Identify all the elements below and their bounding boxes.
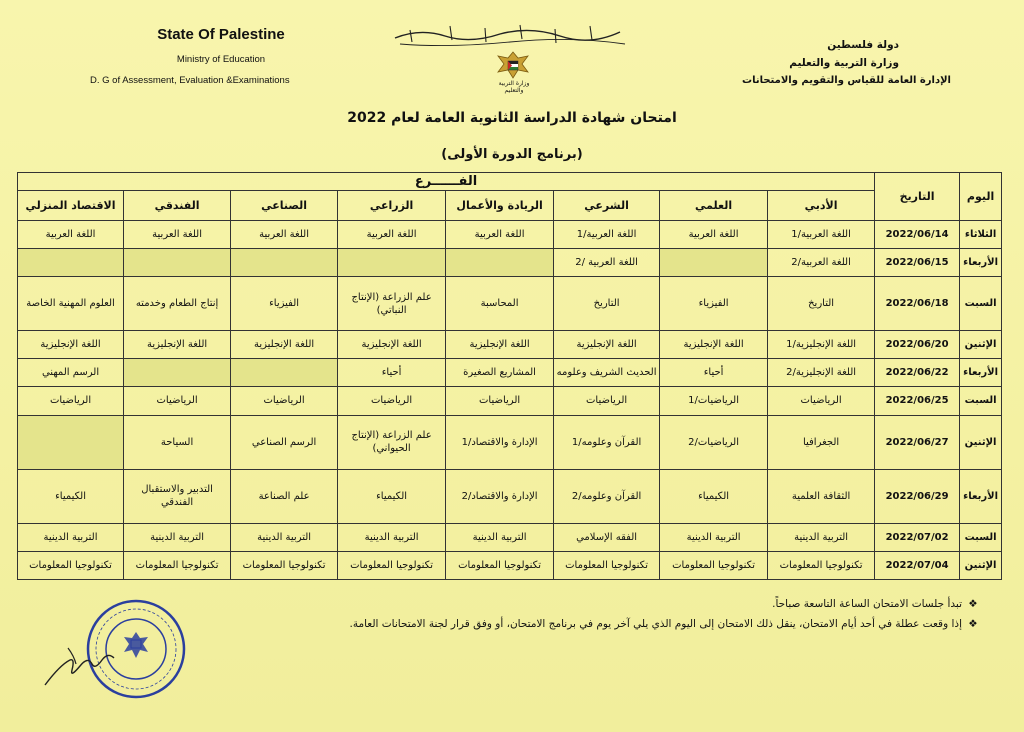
day-cell: الثلاثاء <box>960 221 1002 249</box>
subject-cell: اللغة العربية <box>338 221 446 249</box>
subject-cell <box>124 249 231 277</box>
subject-cell: الرياضيات/1 <box>660 387 768 415</box>
branch-header: الاقتصاد المنزلي <box>18 191 124 221</box>
subject-cell <box>446 249 554 277</box>
subject-cell: اللغة العربية/1 <box>554 221 660 249</box>
subject-cell <box>338 249 446 277</box>
subject-cell: الرياضيات <box>124 387 231 415</box>
subject-cell: اللغة الإنجليزية <box>124 331 231 359</box>
subject-cell: أحياء <box>660 359 768 387</box>
subject-cell: اللغة العربية <box>660 221 768 249</box>
subject-cell: اللغة الإنجليزية/1 <box>768 331 875 359</box>
note-item <box>224 614 984 634</box>
branch-header: الريادة والأعمال <box>446 191 554 221</box>
subject-cell <box>124 359 231 387</box>
subject-cell: الرياضيات <box>18 387 124 415</box>
date-cell: 2022/06/29 <box>875 469 960 523</box>
subject-cell: اللغة العربية <box>231 221 338 249</box>
emblem-label: وزارة التربية والتعليم <box>498 80 530 94</box>
subject-cell: المحاسبة <box>446 277 554 331</box>
branch-header: العلمي <box>660 191 768 221</box>
subject-cell: اللغة الإنجليزية <box>338 331 446 359</box>
day-cell: السبت <box>960 277 1002 331</box>
subject-cell: الرياضيات <box>554 387 660 415</box>
arabic-header <box>679 36 951 90</box>
subject-cell: السياحة <box>124 415 231 469</box>
subject-cell: اللغة العربية <box>446 221 554 249</box>
subject-cell: التربية الدينية <box>231 523 338 551</box>
date-cell: 2022/06/20 <box>875 331 960 359</box>
date-cell: 2022/06/25 <box>875 387 960 415</box>
subject-cell: اللغة الإنجليزية <box>660 331 768 359</box>
subject-cell: التدبير والاستقبال الفندقي <box>124 469 231 523</box>
subject-cell: الكيمياء <box>18 469 124 523</box>
subject-cell: الرياضيات/2 <box>660 415 768 469</box>
date-column-header: التاريخ <box>875 173 960 221</box>
table-row <box>18 387 1002 415</box>
subject-cell: اللغة العربية/2 <box>768 249 875 277</box>
subject-cell: الإدارة والاقتصاد/1 <box>446 415 554 469</box>
table-row <box>18 331 1002 359</box>
arabic-ministry: وزارة التربية والتعليم <box>789 57 899 69</box>
table-row <box>18 359 1002 387</box>
branch-header: الشرعي <box>554 191 660 221</box>
note-item <box>224 594 984 614</box>
subject-cell: إنتاج الطعام وخدمته <box>124 277 231 331</box>
subject-cell: تكنولوجيا المعلومات <box>18 551 124 579</box>
subject-cell: تكنولوجيا المعلومات <box>124 551 231 579</box>
day-cell: الأربعاء <box>960 359 1002 387</box>
subject-cell: اللغة الإنجليزية <box>18 331 124 359</box>
subject-cell: الإدارة والاقتصاد/2 <box>446 469 554 523</box>
day-cell: الأربعاء <box>960 469 1002 523</box>
table-row <box>18 523 1002 551</box>
day-cell: الأربعاء <box>960 249 1002 277</box>
table-row <box>18 249 1002 277</box>
subject-cell: تكنولوجيا المعلومات <box>660 551 768 579</box>
table-row <box>18 415 1002 469</box>
arabic-state-title: دولة فلسطين <box>827 39 899 51</box>
subject-cell: التربية الدينية <box>660 523 768 551</box>
english-state-title: State Of Palestine <box>157 26 285 43</box>
day-cell: السبت <box>960 523 1002 551</box>
subject-cell: العلوم المهنية الخاصة <box>18 277 124 331</box>
subject-cell: التربية الدينية <box>124 523 231 551</box>
note-text: إذا وقعت عطلة في أحد أيام الامتحان، ينقل ذلك الامتحان إلى اليوم الذي يلي آخر يوم في برنامج الامتحان، أو وفق قرار لجنة الامتحانات العامة. <box>349 618 962 630</box>
table-row <box>18 469 1002 523</box>
bullet-icon: ❖ <box>968 618 978 630</box>
subject-cell: الرياضيات <box>446 387 554 415</box>
branch-header: الزراعي <box>338 191 446 221</box>
subject-cell: علم الزراعة (الإنتاج النباتي) <box>338 277 446 331</box>
english-department: D. G of Assessment, Evaluation &Examinations <box>90 75 290 86</box>
table-row <box>18 277 1002 331</box>
subject-cell: الكيمياء <box>660 469 768 523</box>
subject-cell: تكنولوجيا المعلومات <box>768 551 875 579</box>
exam-schedule-table <box>17 172 1002 580</box>
branch-header: الفندقي <box>124 191 231 221</box>
subject-cell: الرسم المهني <box>18 359 124 387</box>
subject-cell <box>18 415 124 469</box>
english-ministry: Ministry of Education <box>176 54 266 65</box>
subject-cell: الرياضيات <box>768 387 875 415</box>
subject-cell: أحياء <box>338 359 446 387</box>
exam-subtitle: (برنامج الدورة الأولى) <box>441 147 583 162</box>
subject-cell: اللغة العربية/1 <box>768 221 875 249</box>
subject-cell: اللغة العربية <box>124 221 231 249</box>
subject-cell: التربية الدينية <box>338 523 446 551</box>
date-cell: 2022/06/18 <box>875 277 960 331</box>
subject-cell <box>231 359 338 387</box>
english-header <box>90 26 360 86</box>
subject-cell: التربية الدينية <box>768 523 875 551</box>
branch-header: الصناعي <box>231 191 338 221</box>
subject-cell: الفيزياء <box>231 277 338 331</box>
subject-cell: اللغة الإنجليزية <box>446 331 554 359</box>
notes-list <box>224 594 984 634</box>
subject-cell: التربية الدينية <box>446 523 554 551</box>
subject-cell: تكنولوجيا المعلومات <box>554 551 660 579</box>
day-cell: الإثنين <box>960 551 1002 579</box>
table-row <box>18 221 1002 249</box>
subject-cell: التربية الدينية <box>18 523 124 551</box>
day-cell: الإثنين <box>960 415 1002 469</box>
date-cell: 2022/07/02 <box>875 523 960 551</box>
subject-cell <box>231 249 338 277</box>
branch-header: الأدبي <box>768 191 875 221</box>
subject-cell: تكنولوجيا المعلومات <box>338 551 446 579</box>
subject-cell: علم الصناعة <box>231 469 338 523</box>
subject-cell: الثقافة العلمية <box>768 469 875 523</box>
subject-cell: اللغة العربية /2 <box>554 249 660 277</box>
signature-icon <box>40 630 120 690</box>
subject-cell: اللغة العربية <box>18 221 124 249</box>
subject-cell: الحديث الشريف وعلومه <box>554 359 660 387</box>
subject-cell: اللغة الإنجليزية/2 <box>768 359 875 387</box>
subject-cell: التاريخ <box>554 277 660 331</box>
subject-cell: الفيزياء <box>660 277 768 331</box>
branch-group-header: الفــــــرع <box>18 173 875 191</box>
day-cell: الإثنين <box>960 331 1002 359</box>
subject-cell: الفقه الإسلامي <box>554 523 660 551</box>
basmala-calligraphy <box>390 20 630 50</box>
subject-cell: تكنولوجيا المعلومات <box>231 551 338 579</box>
subject-cell: القرآن وعلومه/2 <box>554 469 660 523</box>
date-cell: 2022/06/22 <box>875 359 960 387</box>
subject-cell: اللغة الإنجليزية <box>231 331 338 359</box>
subject-cell: علم الزراعة (الإنتاج الحيواني) <box>338 415 446 469</box>
subject-cell <box>18 249 124 277</box>
subject-cell <box>660 249 768 277</box>
date-cell: 2022/06/14 <box>875 221 960 249</box>
exam-title: امتحان شهادة الدراسة الثانوية العامة لعام 2022 <box>347 110 677 126</box>
subject-cell: الكيمياء <box>338 469 446 523</box>
day-column-header: اليوم <box>960 173 1002 221</box>
subject-cell: القرآن وعلومه/1 <box>554 415 660 469</box>
day-cell: السبت <box>960 387 1002 415</box>
subject-cell: التاريخ <box>768 277 875 331</box>
date-cell: 2022/07/04 <box>875 551 960 579</box>
table-row <box>18 551 1002 579</box>
note-text: تبدأ جلسات الامتحان الساعة التاسعة صباحاً. <box>772 598 962 610</box>
subject-cell: الرسم الصناعي <box>231 415 338 469</box>
date-cell: 2022/06/27 <box>875 415 960 469</box>
subject-cell: الرياضيات <box>338 387 446 415</box>
subject-cell: الجغرافيا <box>768 415 875 469</box>
subject-cell: اللغة الإنجليزية <box>554 331 660 359</box>
subject-cell: المشاريع الصغيرة <box>446 359 554 387</box>
date-cell: 2022/06/15 <box>875 249 960 277</box>
subject-cell: تكنولوجيا المعلومات <box>446 551 554 579</box>
subject-cell: الرياضيات <box>231 387 338 415</box>
arabic-department: الإدارة العامة للقياس والتقويم والامتحانات <box>742 75 951 86</box>
bullet-icon: ❖ <box>968 598 978 610</box>
